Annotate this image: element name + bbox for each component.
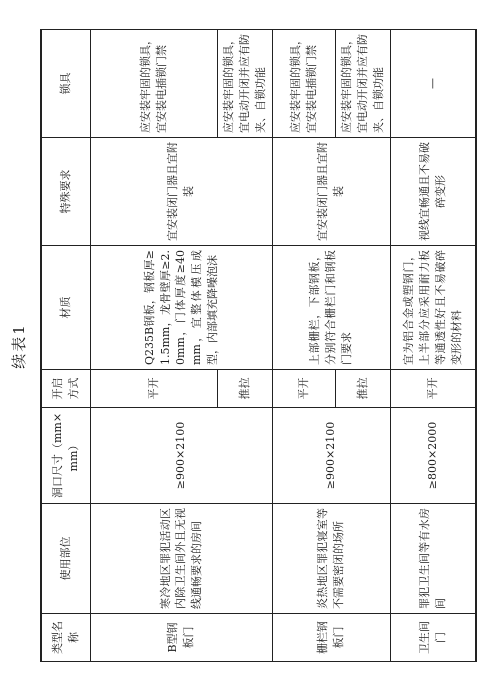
cell-lock: 应安装牢固的锁具，宜安装电插锁门禁 [91,30,218,138]
cell-lock-sub: 应安装牢固的锁具，宜电动开闭并应有防夹、自锁功能 [218,30,273,138]
cell-lock-sub: 应安装牢固的锁具，宜电动开闭并应有防夹、自锁功能 [335,30,390,138]
table-row [272,30,335,662]
cell-special: 宜安装闭门器且宜附装 [272,138,390,246]
cell-opening-sub: 推拉 [335,370,390,408]
cell-special: 宜安装闭门器且宜附装 [91,138,273,246]
cell-opening: 平开 [272,370,335,408]
cell-type: 栅栏钢板门 [272,614,390,662]
table-row [91,30,218,662]
cell-material: 宜为铝合金或塑钢门，上半部分应采用耐力板等通透性好且不易破碎变形的材料 [390,246,476,370]
cell-location: 寒冷地区罪犯活动区内除卫生间外且无视线通畅要求的房间 [91,504,273,614]
cell-material: Q235B钢板，钢板厚≥1.5mm，龙骨壁厚≥2.0mm，门体厚度≥40mm，宜整体模压成型，内部填充降噪泡沫 [91,246,273,370]
table-caption: 续表1 [10,323,28,369]
header-opening: 开启方式 [41,370,91,408]
header-material: 材质 [41,246,91,370]
cell-location: 罪犯卫生间等有水房间 [390,504,476,614]
header-lock: 锁具 [41,30,91,138]
cell-lock: — [390,30,476,138]
table-row [390,30,476,662]
cell-special: 视线宜畅通且不易破碎变形 [390,138,476,246]
cell-type: 卫生间门 [390,614,476,662]
cell-opening-sub: 推拉 [218,370,273,408]
cell-opening: 平开 [91,370,218,408]
cell-opening: 平开 [390,370,476,408]
cell-size: ≥900×2100 [91,408,273,504]
header-type: 类型名称 [41,614,91,662]
header-size: 洞口尺寸（mm×mm） [41,408,91,504]
cell-size: ≥900×2100 [272,408,390,504]
cell-size: ≥800×2000 [390,408,476,504]
header-special: 特殊要求 [41,138,91,246]
cell-location: 炎热地区罪犯寝室等不需要密闭的场所 [272,504,390,614]
door-spec-table [40,29,477,662]
cell-type: B型钢板门 [91,614,273,662]
cell-lock: 应安装牢固的锁具，宜安装电插锁门禁 [272,30,335,138]
table-header-row [41,30,91,662]
header-location: 使用部位 [41,504,91,614]
cell-material: 上部栅栏，下部钢板，分别符合栅栏门和钢板门要求 [272,246,390,370]
